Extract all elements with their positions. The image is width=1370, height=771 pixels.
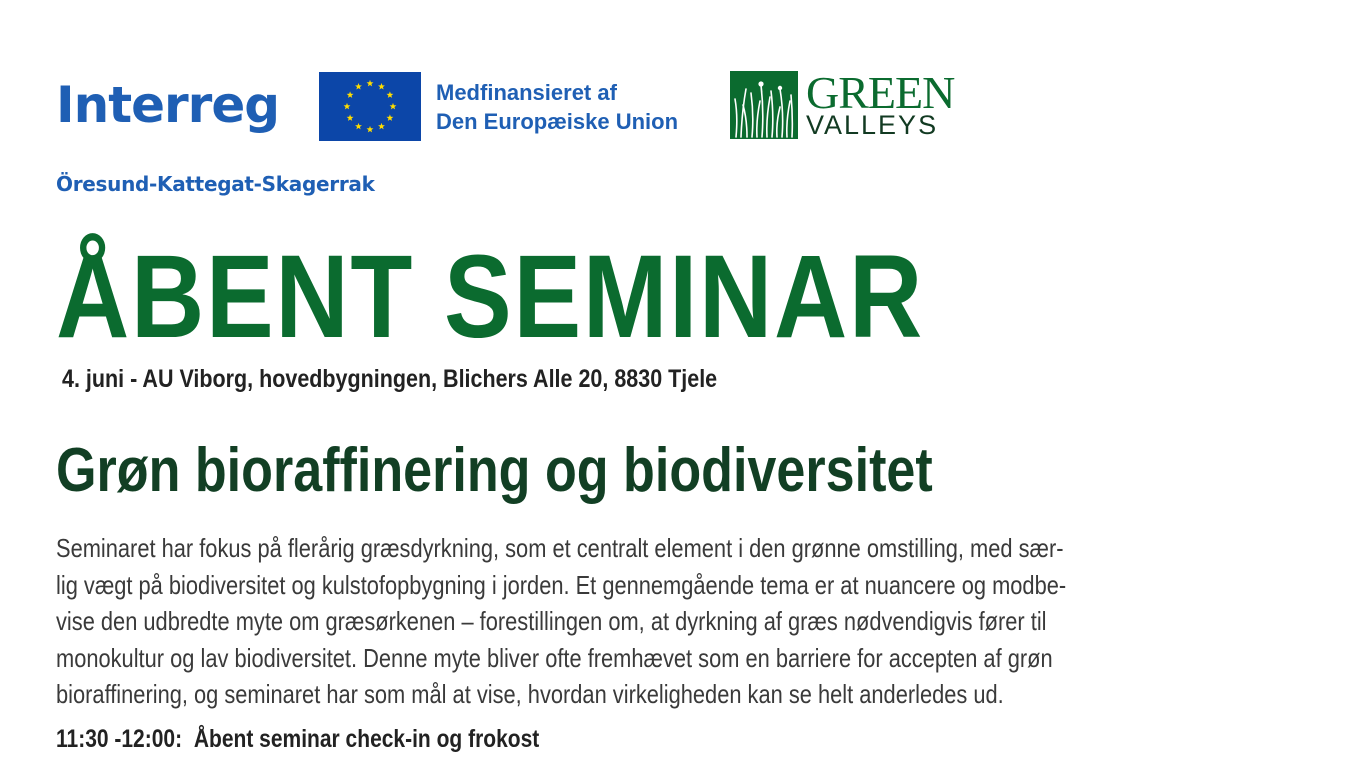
green-valleys-word-1: GREEN: [806, 67, 955, 118]
eu-cofunding-line-2: Den Europæiske Union: [436, 109, 679, 134]
description-line: vise den udbredte myte om græsørkenen – forestillingen om, at dyrkning af græs nødvendigvis fører til: [56, 606, 1047, 636]
interreg-logo: Interreg: [56, 76, 280, 134]
description-line: Seminaret har fokus på flerårig græsdyrkning, som et centralt element i den grønne omstilling, med sær-: [56, 533, 1064, 563]
agenda-time: 11:30 -12:00:: [56, 725, 183, 753]
description-line: monokultur og lav biodiversitet. Denne myte bliver ofte fremhævet som en barriere for accepten af grøn: [56, 642, 1053, 673]
eu-cofunding-line-1: Medfinansieret af: [436, 80, 617, 105]
eu-cofunding-label: [436, 78, 678, 136]
green-valleys-word-2: VALLEYS: [806, 110, 939, 140]
description-line: bioraffinering, og seminaret har som mål at vise, hvordan virkeligheden kan se helt anderledes ud.: [56, 679, 1004, 709]
green-valleys-logo: [806, 67, 955, 140]
agenda-item: [56, 727, 551, 752]
interreg-region-label: Öresund-Kattegat-Skagerrak: [56, 172, 375, 196]
page-title: ÅBENT SEMINAR: [56, 231, 925, 363]
eu-flag-icon: [319, 72, 421, 141]
grass-icon: [730, 71, 798, 139]
seminar-subtitle: Grøn bioraffinering og biodiversitet: [56, 436, 933, 505]
agenda-title: Åbent seminar check-in og frokost: [193, 725, 540, 753]
seminar-description: [56, 530, 1308, 713]
description-line: lig vægt på biodiversitet og kulstofopbygning i jorden. Et gennemgående tema er at nuancere og modbe-: [56, 569, 1067, 600]
event-details: 4. juni - AU Viborg, hovedbygningen, Blichers Alle 20, 8830 Tjele: [62, 365, 718, 393]
